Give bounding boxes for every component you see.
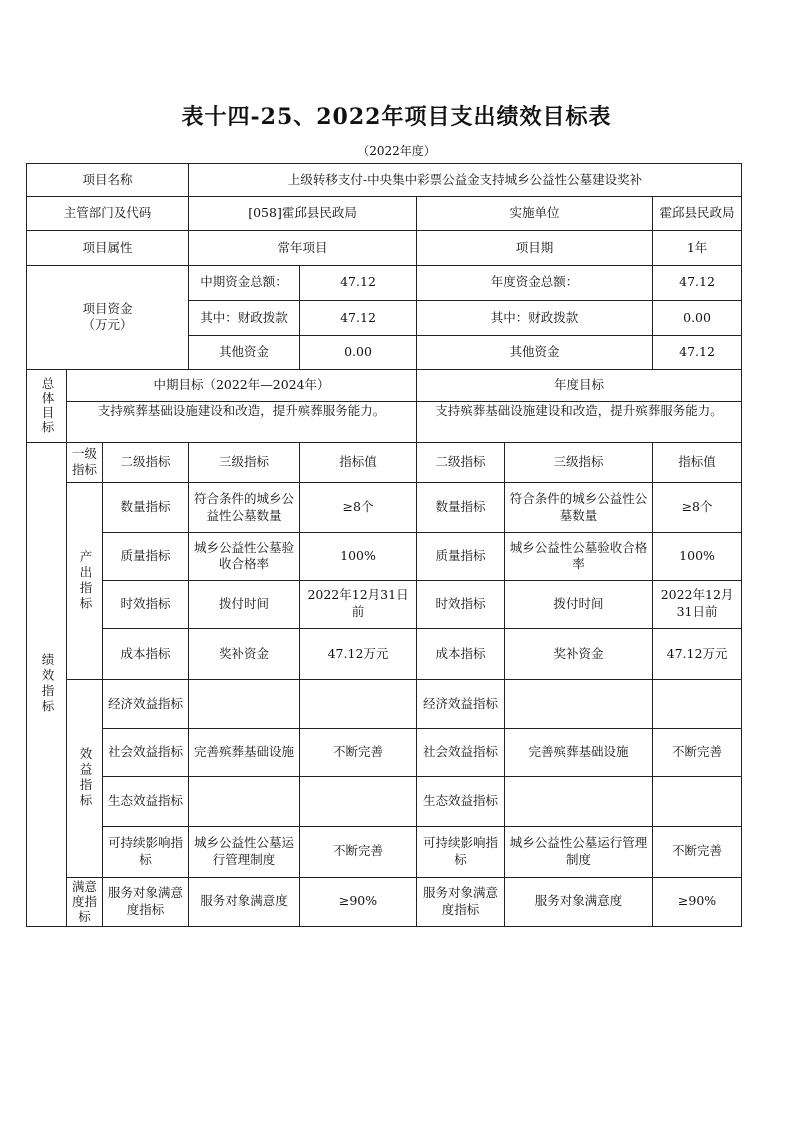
mid-other-value: 0.00 [300,336,417,370]
indicator-l2: 生态效益指标 [103,776,189,826]
indicator-l3-year: 拨付时间 [505,580,653,628]
indicator-l2: 可持续影响指标 [103,827,189,877]
indicator-l3: 城乡公益性公墓验收合格率 [189,533,300,580]
header-level1: 一级指标 [67,442,103,482]
indicator-value: 2022年12月31日前 [300,580,417,628]
indicator-l3 [189,680,300,728]
indicator-value [300,776,417,826]
indicator-l3-year: 城乡公益性公墓验收合格率 [505,533,653,580]
indicator-value: 不断完善 [300,827,417,877]
indicator-value: ≥90% [300,877,417,926]
indicator-value-year [653,776,742,826]
indicator-value-year: 2022年12月31日前 [653,580,742,628]
year-total-label: 年度资金总额： [417,265,653,300]
year-fiscal-value: 0.00 [653,300,742,335]
indicator-l2-year: 质量指标 [417,533,505,580]
indicator-l2-year: 社会效益指标 [417,728,505,776]
indicator-value [300,680,417,728]
indicator-value-year: 不断完善 [653,827,742,877]
indicator-value: ≥8个 [300,483,417,533]
indicator-l2: 时效指标 [103,580,189,628]
indicator-l3-year: 奖补资金 [505,628,653,679]
output-label: 产出指标 [67,483,103,680]
indicator-l3: 城乡公益性公墓运行管理制度 [189,827,300,877]
period-label: 项目期 [417,231,653,265]
mid-fiscal-label: 其中：财政拨款 [189,300,300,335]
mid-total-value: 47.12 [300,265,417,300]
indicator-l3-year: 服务对象满意度 [505,877,653,926]
header-level2: 二级指标 [103,442,189,482]
indicator-l2-year: 服务对象满意度指标 [417,877,505,926]
year-fiscal-label: 其中：财政拨款 [417,300,653,335]
indicator-l2-year: 可持续影响指标 [417,827,505,877]
indicator-l3: 服务对象满意度 [189,877,300,926]
indicator-l2: 成本指标 [103,628,189,679]
indicator-l3-year: 城乡公益性公墓运行管理制度 [505,827,653,877]
project-name-label: 项目名称 [27,164,189,197]
indicator-l2: 社会效益指标 [103,728,189,776]
impl-value: 霍邱县民政局 [653,197,742,231]
header-level3: 三级指标 [189,442,300,482]
indicator-value: 100% [300,533,417,580]
header-value-year: 指标值 [653,442,742,482]
indicator-l3: 符合条件的城乡公益性公墓数量 [189,483,300,533]
indicator-l2: 服务对象满意度指标 [103,877,189,926]
indicator-value-year: ≥8个 [653,483,742,533]
attr-label: 项目属性 [27,231,189,265]
indicator-l3: 拨付时间 [189,580,300,628]
indicator-l3: 完善殡葬基础设施 [189,728,300,776]
performance-table [26,163,742,927]
impl-label: 实施单位 [417,197,653,231]
indicator-l2: 经济效益指标 [103,680,189,728]
header-level3-year: 三级指标 [505,442,653,482]
indicator-l2-year: 数量指标 [417,483,505,533]
goals-year-text: 支持殡葬基础设施建设和改造，提升殡葬服务能力。 [417,401,742,442]
funds-label-line1: 项目资金 [82,300,133,316]
goals-mid-text: 支持殡葬基础设施建设和改造，提升殡葬服务能力。 [67,401,417,442]
indicator-value-year: 100% [653,533,742,580]
indicator-l3-year: 完善殡葬基础设施 [505,728,653,776]
goals-mid-header: 中期目标（2022年—2024年） [67,370,417,401]
indicator-l3-year [505,680,653,728]
indicator-l2-year: 时效指标 [417,580,505,628]
project-name-value: 上级转移支付-中央集中彩票公益金支持城乡公益性公墓建设奖补 [189,164,742,197]
indicator-l3 [189,776,300,826]
benefit-label: 效益指标 [67,680,103,877]
indicator-l2-year: 生态效益指标 [417,776,505,826]
attr-value: 常年项目 [189,231,417,265]
indicator-l2: 数量指标 [103,483,189,533]
year-other-label: 其他资金 [417,336,653,370]
page-subtitle: （2022年度） [357,144,436,158]
header-level2-year: 二级指标 [417,442,505,482]
indicator-value: 47.12万元 [300,628,417,679]
perf-label: 绩效指标 [27,442,67,926]
header-value: 指标值 [300,442,417,482]
funds-label-line2: （万元） [82,317,133,333]
goals-label: 总体目标 [27,370,67,442]
funds-label [27,265,189,370]
satisfaction-label: 满意度指标 [67,877,103,926]
indicator-l3: 奖补资金 [189,628,300,679]
indicator-l2: 质量指标 [103,533,189,580]
indicator-value-year: 不断完善 [653,728,742,776]
year-total-value: 47.12 [653,265,742,300]
page-title: 表十四-25、2022年项目支出绩效目标表 [181,104,612,130]
mid-other-label: 其他资金 [189,336,300,370]
indicator-l3-year [505,776,653,826]
indicator-value-year [653,680,742,728]
mid-total-label: 中期资金总额： [189,265,300,300]
indicator-l2-year: 成本指标 [417,628,505,679]
dept-label: 主管部门及代码 [27,197,189,231]
mid-fiscal-value: 47.12 [300,300,417,335]
indicator-value: 不断完善 [300,728,417,776]
indicator-l2-year: 经济效益指标 [417,680,505,728]
period-value: 1年 [653,231,742,265]
indicator-value-year: ≥90% [653,877,742,926]
indicator-value-year: 47.12万元 [653,628,742,679]
dept-value: [058]霍邱县民政局 [189,197,417,231]
indicator-l3-year: 符合条件的城乡公益性公墓数量 [505,483,653,533]
year-other-value: 47.12 [653,336,742,370]
goals-year-header: 年度目标 [417,370,742,401]
